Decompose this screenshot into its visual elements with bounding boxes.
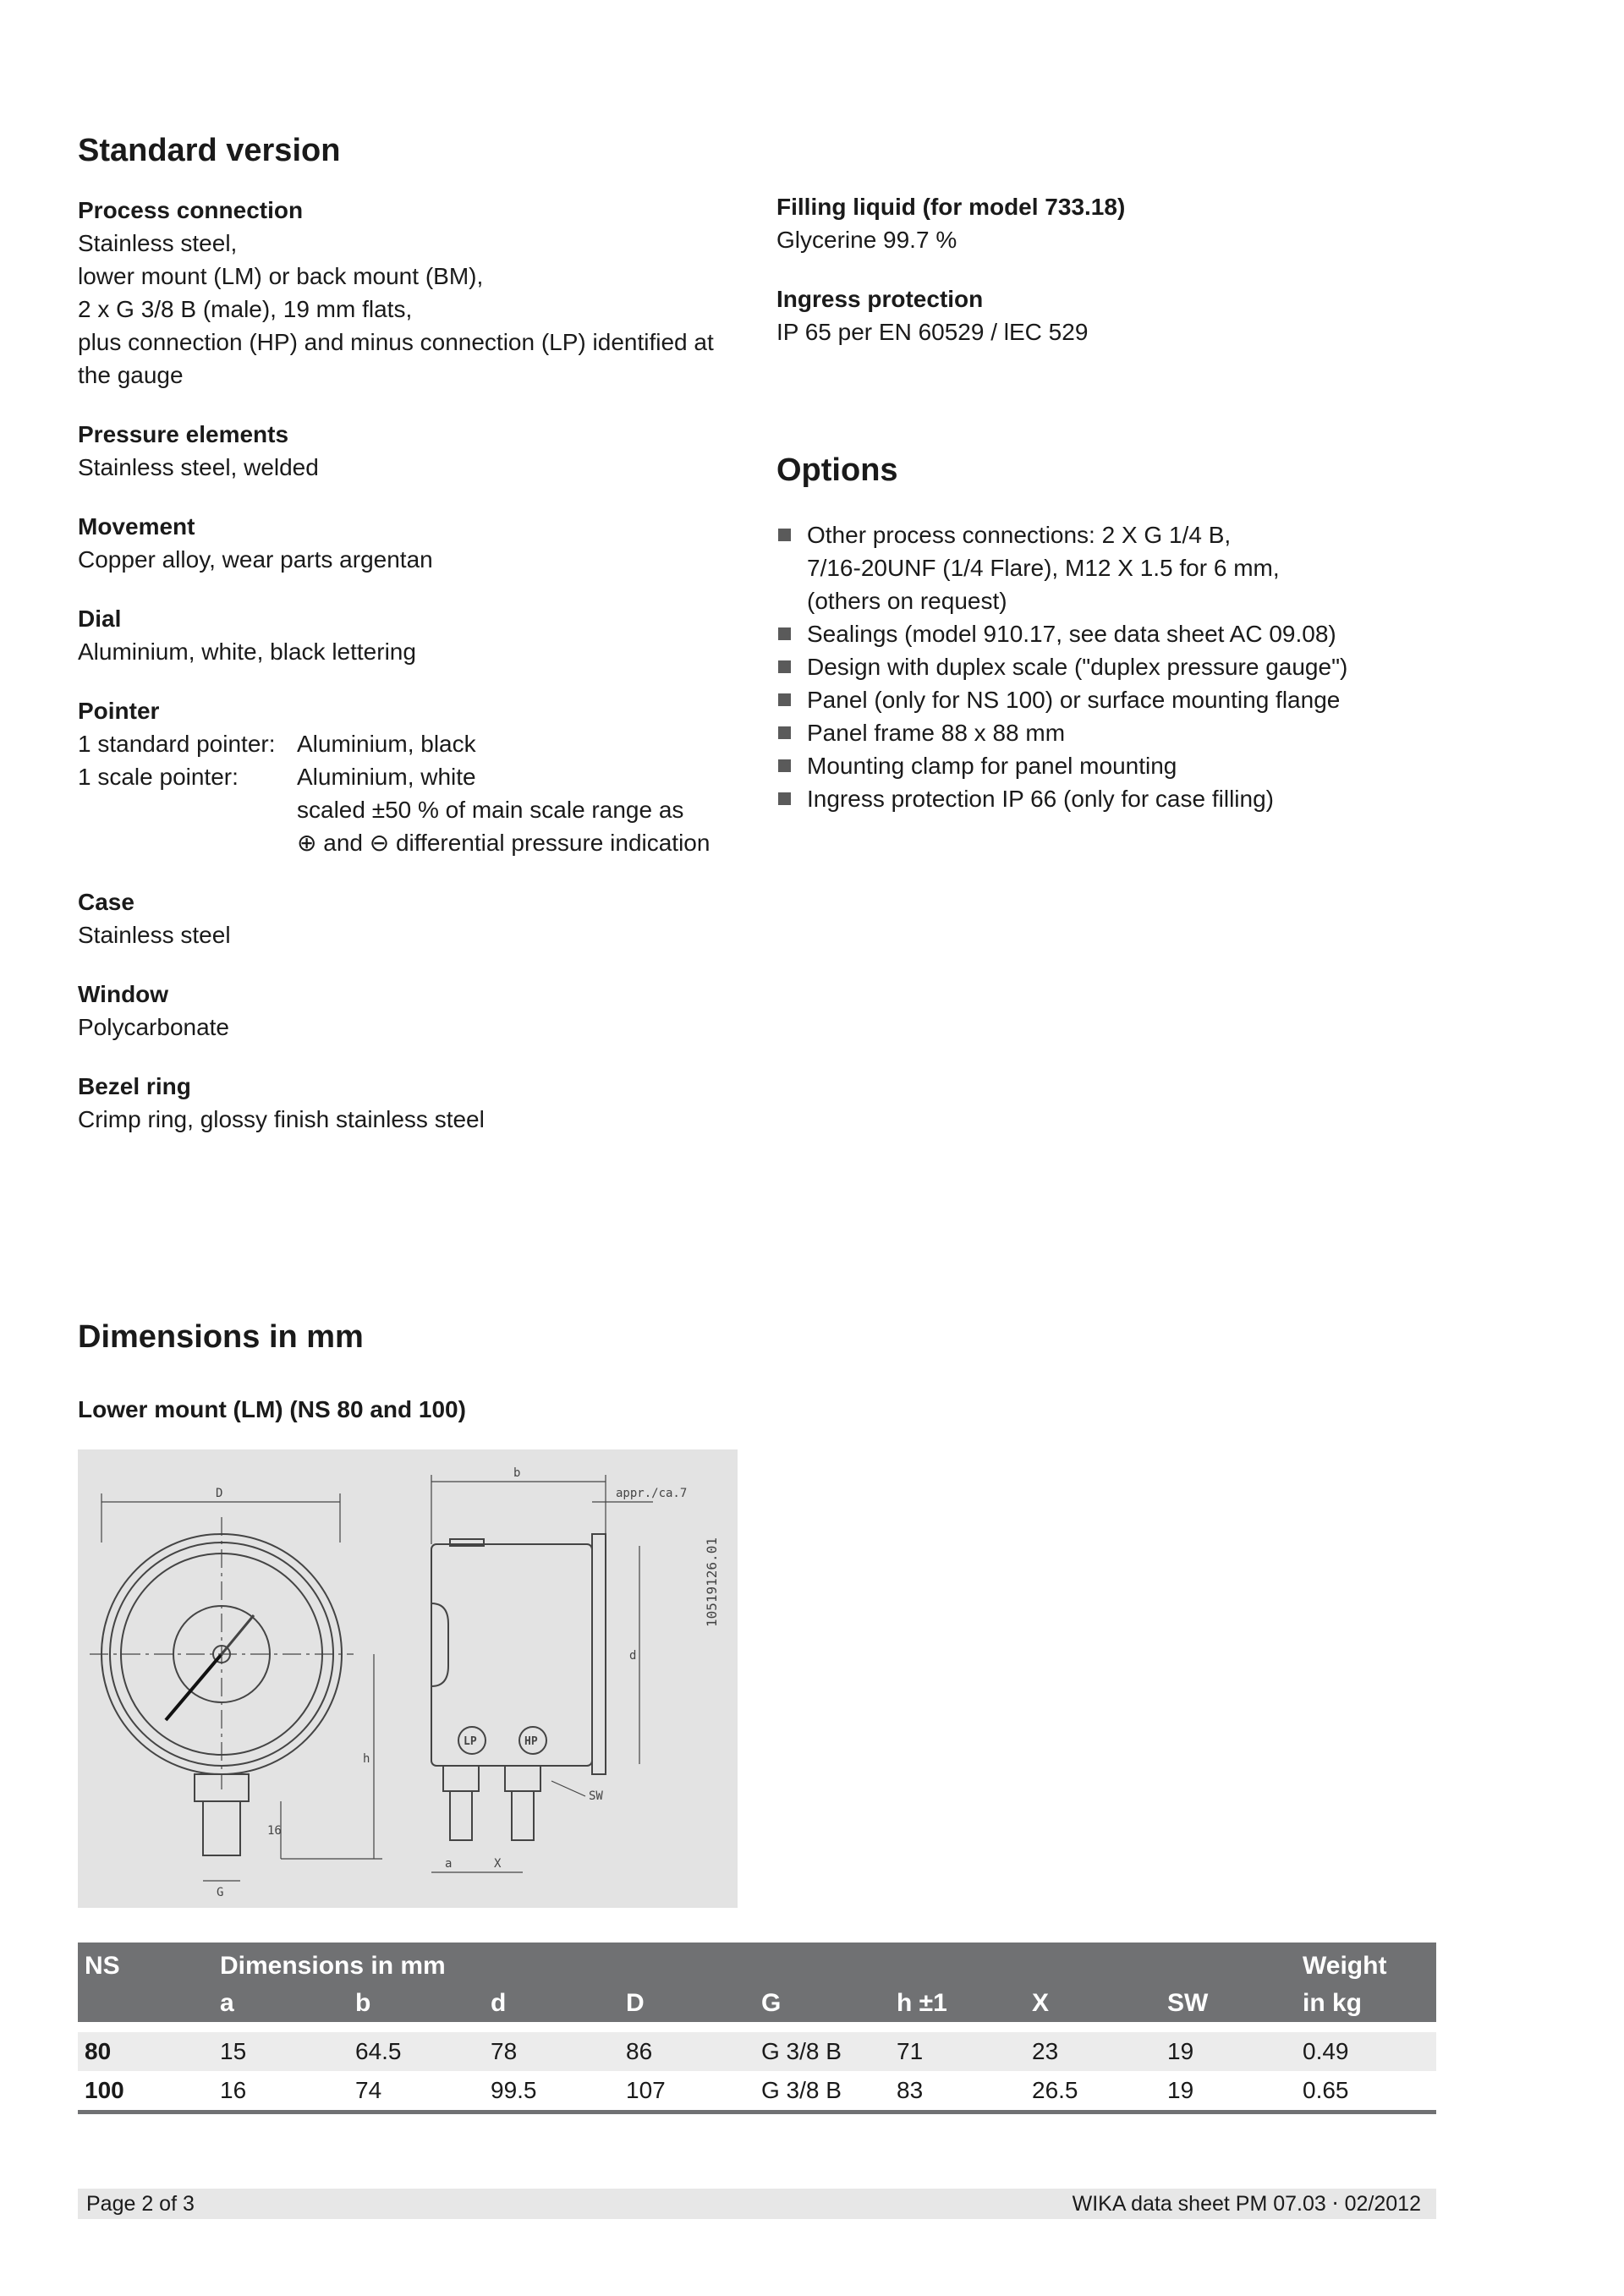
text-window: Polycarbonate: [78, 1014, 230, 1040]
section-bezel-ring: [78, 1070, 746, 1136]
heading-options: Options: [776, 452, 898, 488]
text-line: plus connection (HP) and minus connection (LP) identified at: [78, 329, 714, 355]
drawing-label-X: X: [494, 1857, 502, 1871]
th-SW: SW: [1160, 1985, 1296, 2027]
drawing-label-G: G: [217, 1886, 224, 1899]
pointer-scale-line-2: scaled ±50 % of main scale range as: [297, 797, 684, 823]
label-window: Window: [78, 981, 169, 1007]
th-h: h ±1: [890, 1985, 1025, 2027]
text-filling-liquid: Glycerine 99.7 %: [776, 227, 957, 253]
drawing-label-a: a: [445, 1857, 453, 1871]
th-X: X: [1025, 1985, 1160, 2027]
text-movement: Copper alloy, wear parts argentan: [78, 546, 433, 573]
table-row: [78, 2071, 1436, 2112]
standard-version-column: [78, 194, 746, 1162]
option-item: [776, 683, 1453, 716]
pointer-scale-line-1: Aluminium, white: [297, 764, 476, 790]
cell-D: 107: [619, 2071, 754, 2112]
section-filling-liquid: [776, 190, 1419, 256]
bullet-square-icon: [778, 693, 791, 706]
label-case: Case: [78, 889, 134, 915]
th-dimensions: Dimensions in mm: [213, 1943, 1296, 1985]
text-line: lower mount (LM) or back mount (BM),: [78, 263, 484, 289]
th-G: G: [754, 1985, 890, 2027]
cell-weight: 0.49: [1296, 2027, 1436, 2071]
option-item: [776, 518, 1453, 617]
label-ingress-protection: Ingress protection: [776, 286, 984, 312]
drawing-label-d: d: [629, 1649, 637, 1663]
bullet-square-icon: [778, 627, 791, 640]
th-d: d: [484, 1985, 619, 2027]
label-dial: Dial: [78, 606, 122, 632]
dimensions-table: [78, 1943, 1436, 2114]
option-item: [776, 650, 1453, 683]
option-line: Mounting clamp for panel mounting: [807, 753, 1177, 779]
section-window: [78, 978, 746, 1044]
page-footer: [78, 2189, 1436, 2219]
options-list: [776, 518, 1453, 815]
label-bezel-ring: Bezel ring: [78, 1073, 191, 1099]
option-line: Sealings (model 910.17, see data sheet AC 09.08): [807, 621, 1336, 647]
table-row: [78, 2027, 1436, 2071]
label-filling-liquid: Filling liquid (for model 733.18): [776, 194, 1126, 220]
pointer-scale-key: 1 scale pointer:: [78, 764, 239, 790]
thread-lp: [450, 1791, 472, 1840]
cell-weight: 0.65: [1296, 2071, 1436, 2112]
option-line: Panel frame 88 x 88 mm: [807, 720, 1066, 746]
text-bezel-ring: Crimp ring, glossy finish stainless steel: [78, 1106, 485, 1132]
cell-b: 64.5: [348, 2027, 484, 2071]
section-pointer: [78, 694, 746, 859]
text-line: 2 x G 3/8 B (male), 19 mm flats,: [78, 296, 413, 322]
section-dial: [78, 602, 746, 668]
cell-D: 86: [619, 2027, 754, 2071]
pointer-standard-row: [78, 727, 746, 760]
subheading-lower-mount: Lower mount (LM) (NS 80 and 100): [78, 1396, 466, 1422]
case-side: [431, 1544, 592, 1766]
drawing-doc-number: 10519126.01: [704, 1537, 720, 1627]
hex-nut-lp: [443, 1766, 479, 1791]
text-line: the gauge: [78, 362, 184, 388]
leader-sw: [551, 1781, 585, 1796]
cell-a: 16: [213, 2071, 348, 2112]
section-pressure-elements: [78, 418, 746, 484]
option-line: 7/16-20UNF (1/4 Flare), M12 X 1.5 for 6 mm,: [807, 555, 1280, 581]
pointer-standard-key: 1 standard pointer:: [78, 731, 276, 757]
cell-h: 71: [890, 2027, 1025, 2071]
option-line: Ingress protection IP 66 (only for case filling): [807, 786, 1274, 812]
th-blank: [78, 1985, 213, 2027]
cell-d: 78: [484, 2027, 619, 2071]
bezel-side: [592, 1534, 606, 1774]
option-item: [776, 716, 1453, 749]
cell-d: 99.5: [484, 2071, 619, 2112]
option-item: [776, 749, 1453, 782]
drawing-label-SW: SW: [589, 1789, 603, 1803]
bullet-square-icon: [778, 529, 791, 541]
th-kg: in kg: [1296, 1985, 1436, 2027]
dimension-drawing: [78, 1449, 738, 1908]
pointer-standard-value: Aluminium, black: [297, 731, 476, 757]
right-column: [776, 190, 1419, 375]
cell-X: 26.5: [1025, 2071, 1160, 2112]
cell-ns: 100: [78, 2071, 213, 2112]
bullet-square-icon: [778, 726, 791, 739]
drawing-label-D: D: [216, 1487, 223, 1500]
side-handle: [431, 1603, 448, 1686]
bullet-square-icon: [778, 660, 791, 673]
thread-front: [203, 1801, 240, 1855]
drawing-label-LP: LP: [464, 1735, 477, 1748]
cell-ns: 80: [78, 2027, 213, 2071]
pointer-scale-line-3: ⊕ and ⊖ differential pressure indication: [297, 830, 710, 856]
text-ingress-protection: IP 65 per EN 60529 / lEC 529: [776, 319, 1089, 345]
drawing-label-HP: HP: [524, 1735, 538, 1748]
pointer-scale-row: [78, 760, 746, 859]
text-line: Stainless steel,: [78, 230, 238, 256]
gauge-drawing-svg: [78, 1449, 738, 1908]
drawing-label-16: 16: [267, 1824, 282, 1838]
heading-dimensions: Dimensions in mm: [78, 1319, 364, 1355]
option-line: Other process connections: 2 X G 1/4 B,: [807, 522, 1232, 548]
label-movement: Movement: [78, 513, 195, 540]
cell-G: G 3/8 B: [754, 2027, 890, 2071]
thread-hp: [512, 1791, 534, 1840]
th-D: D: [619, 1985, 754, 2027]
drawing-label-h: h: [363, 1752, 370, 1766]
drawing-label-appr: appr./ca.7: [616, 1487, 688, 1500]
th-ns: NS: [78, 1943, 213, 1985]
th-b: b: [348, 1985, 484, 2027]
table-header-row: [78, 1943, 1436, 1985]
footer-datasheet-id: WIKA data sheet PM 07.03 ⋅ 02/2012: [1072, 2192, 1421, 2216]
hex-nut-hp: [505, 1766, 540, 1791]
cell-G: G 3/8 B: [754, 2071, 890, 2112]
label-pointer: Pointer: [78, 698, 160, 724]
text-dial: Aluminium, white, black lettering: [78, 638, 416, 665]
option-line: Panel (only for NS 100) or surface mounting flange: [807, 687, 1341, 713]
section-case: [78, 885, 746, 951]
section-movement: [78, 510, 746, 576]
cell-X: 23: [1025, 2027, 1160, 2071]
section-process-connection: [78, 194, 746, 392]
table-subheader-row: [78, 1985, 1436, 2027]
option-item: [776, 617, 1453, 650]
drawing-label-b: b: [513, 1466, 521, 1480]
section-ingress-protection: [776, 282, 1419, 348]
option-line: Design with duplex scale ("duplex pressure gauge"): [807, 654, 1348, 680]
th-weight: Weight: [1296, 1943, 1436, 1985]
scale-pointer-line: [222, 1615, 254, 1654]
text-case: Stainless steel: [78, 922, 231, 948]
pointer-scale-value: [297, 760, 746, 859]
label-pressure-elements: Pressure elements: [78, 421, 289, 447]
text-pressure-elements: Stainless steel, welded: [78, 454, 319, 480]
options-list-container: [776, 518, 1453, 815]
bullet-square-icon: [778, 792, 791, 805]
cell-a: 15: [213, 2027, 348, 2071]
heading-standard-version: Standard version: [78, 133, 341, 168]
cell-SW: 19: [1160, 2027, 1296, 2071]
footer-page-number: Page 2 of 3: [86, 2191, 195, 2216]
option-line: (others on request): [807, 588, 1007, 614]
label-process-connection: Process connection: [78, 197, 304, 223]
th-a: a: [213, 1985, 348, 2027]
cell-h: 83: [890, 2071, 1025, 2112]
bullet-square-icon: [778, 759, 791, 772]
option-item: [776, 782, 1453, 815]
cell-b: 74: [348, 2071, 484, 2112]
cell-SW: 19: [1160, 2071, 1296, 2112]
